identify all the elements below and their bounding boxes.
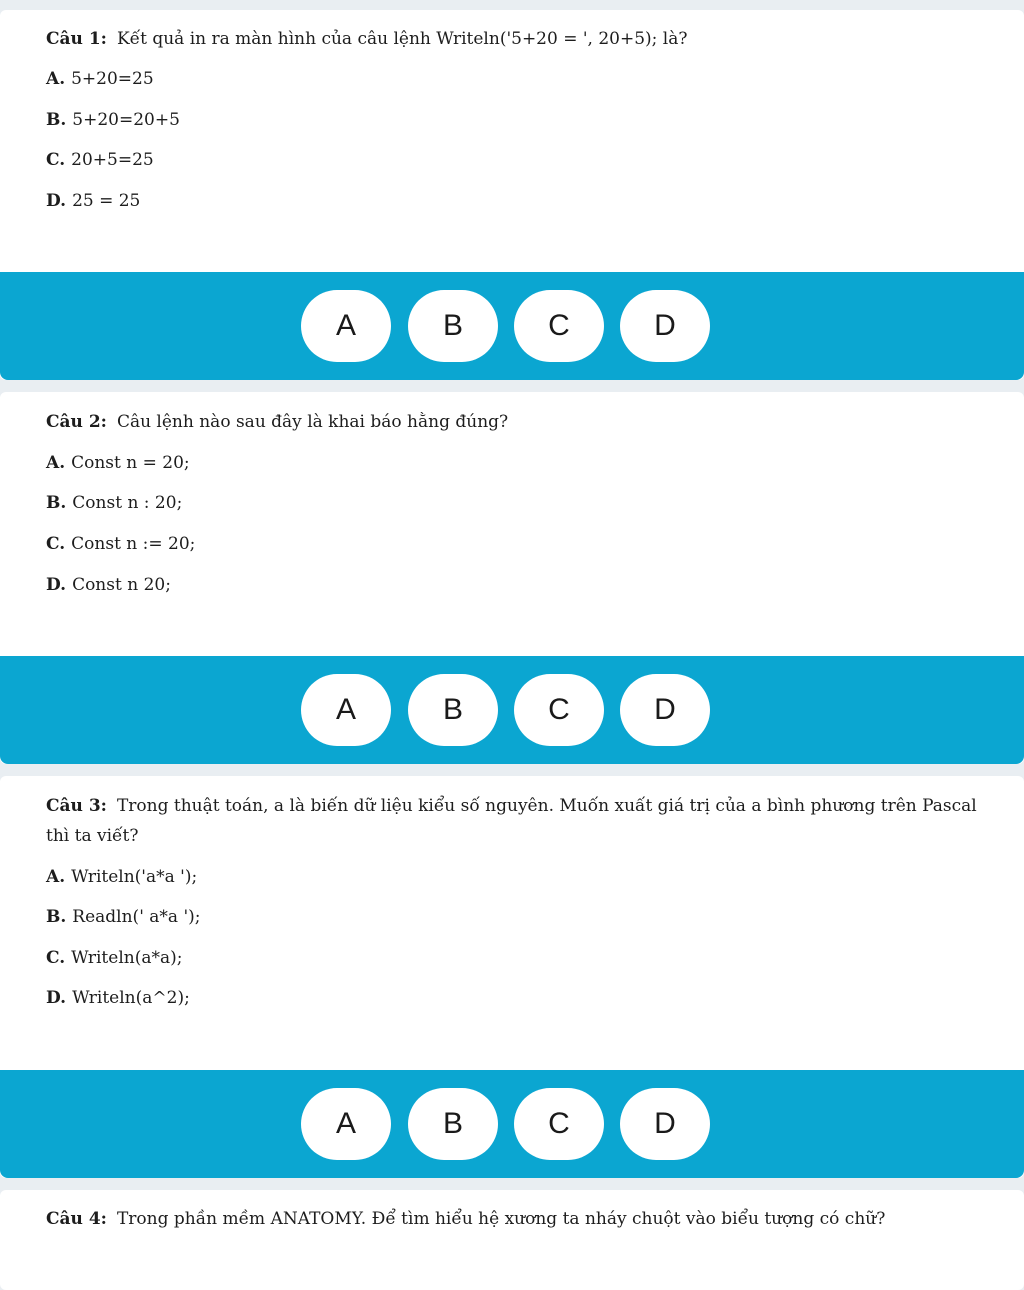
option-letter: D.: [46, 575, 67, 595]
option-letter: A.: [46, 453, 66, 473]
option-text: 5+20=20+5: [72, 110, 180, 130]
option-text: 20+5=25: [71, 150, 154, 170]
option-text: 5+20=25: [71, 69, 154, 89]
question-3-option-d: [46, 987, 190, 1009]
question-1-option-c: [46, 149, 154, 171]
question-1-text: [46, 24, 984, 54]
question-2-text: [46, 407, 984, 437]
answer-button-c[interactable]: C: [514, 674, 604, 746]
question-3-text: [46, 791, 984, 851]
question-1-answer-bar: [0, 272, 1024, 380]
option-letter: B.: [46, 907, 67, 927]
option-letter: C.: [46, 150, 66, 170]
question-1-number: Câu 1:: [46, 29, 107, 49]
question-4-text: [46, 1204, 984, 1234]
question-card-2: [0, 392, 1024, 764]
question-2-answer-bar: [0, 656, 1024, 764]
answer-button-d[interactable]: D: [620, 290, 710, 362]
option-text: Const n : 20;: [72, 493, 183, 513]
answer-button-c[interactable]: C: [514, 1088, 604, 1160]
option-letter: D.: [46, 191, 67, 211]
option-letter: C.: [46, 534, 66, 554]
option-text: Const n := 20;: [71, 534, 196, 554]
answer-button-d[interactable]: D: [620, 1088, 710, 1160]
question-3-number: Câu 3:: [46, 796, 107, 816]
question-3-prompt: Trong thuật toán, a là biến dữ liệu kiểu số nguyên. Muốn xuất giá trị của a bình phương trên Pascal thì ta viết?: [46, 796, 977, 846]
question-1-option-a: [46, 68, 154, 90]
option-text: Const n 20;: [72, 575, 171, 595]
answer-button-c[interactable]: C: [514, 290, 604, 362]
option-text: Writeln('a*a ');: [71, 867, 198, 887]
question-3-option-a: [46, 866, 197, 888]
question-1-prompt: Kết quả in ra màn hình của câu lệnh Writeln('5+20 = ', 20+5); là?: [116, 29, 688, 49]
option-letter: B.: [46, 493, 67, 513]
option-letter: A.: [46, 69, 66, 89]
option-text: Writeln(a^2);: [72, 988, 190, 1008]
answer-button-b[interactable]: B: [408, 674, 498, 746]
answer-button-a[interactable]: A: [301, 674, 391, 746]
question-1-option-b: [46, 109, 180, 131]
question-2-option-a: [46, 452, 190, 474]
question-card-1: [0, 10, 1024, 380]
option-letter: B.: [46, 110, 67, 130]
answer-button-a[interactable]: A: [301, 1088, 391, 1160]
question-2-number: Câu 2:: [46, 412, 107, 432]
question-card-3: [0, 776, 1024, 1178]
question-2-option-d: [46, 574, 171, 596]
answer-button-d[interactable]: D: [620, 674, 710, 746]
answer-button-a[interactable]: A: [301, 290, 391, 362]
option-letter: D.: [46, 988, 67, 1008]
option-text: 25 = 25: [72, 191, 141, 211]
question-2-prompt: Câu lệnh nào sau đây là khai báo hằng đúng?: [116, 412, 509, 432]
option-letter: A.: [46, 867, 66, 887]
question-1-option-d: [46, 190, 140, 212]
option-text: Const n = 20;: [71, 453, 190, 473]
question-4-prompt: Trong phần mềm ANATOMY. Để tìm hiểu hệ xương ta nháy chuột vào biểu tượng có chữ?: [116, 1209, 886, 1229]
option-text: Writeln(a*a);: [71, 948, 183, 968]
question-card-4: [0, 1190, 1024, 1290]
question-4-number: Câu 4:: [46, 1209, 107, 1229]
option-text: Readln(' a*a ');: [72, 907, 201, 927]
question-2-option-b: [46, 492, 182, 514]
answer-button-b[interactable]: B: [408, 290, 498, 362]
option-letter: C.: [46, 948, 66, 968]
question-3-option-b: [46, 906, 200, 928]
question-3-option-c: [46, 947, 182, 969]
question-2-option-c: [46, 533, 195, 555]
answer-button-b[interactable]: B: [408, 1088, 498, 1160]
question-3-answer-bar: [0, 1070, 1024, 1178]
